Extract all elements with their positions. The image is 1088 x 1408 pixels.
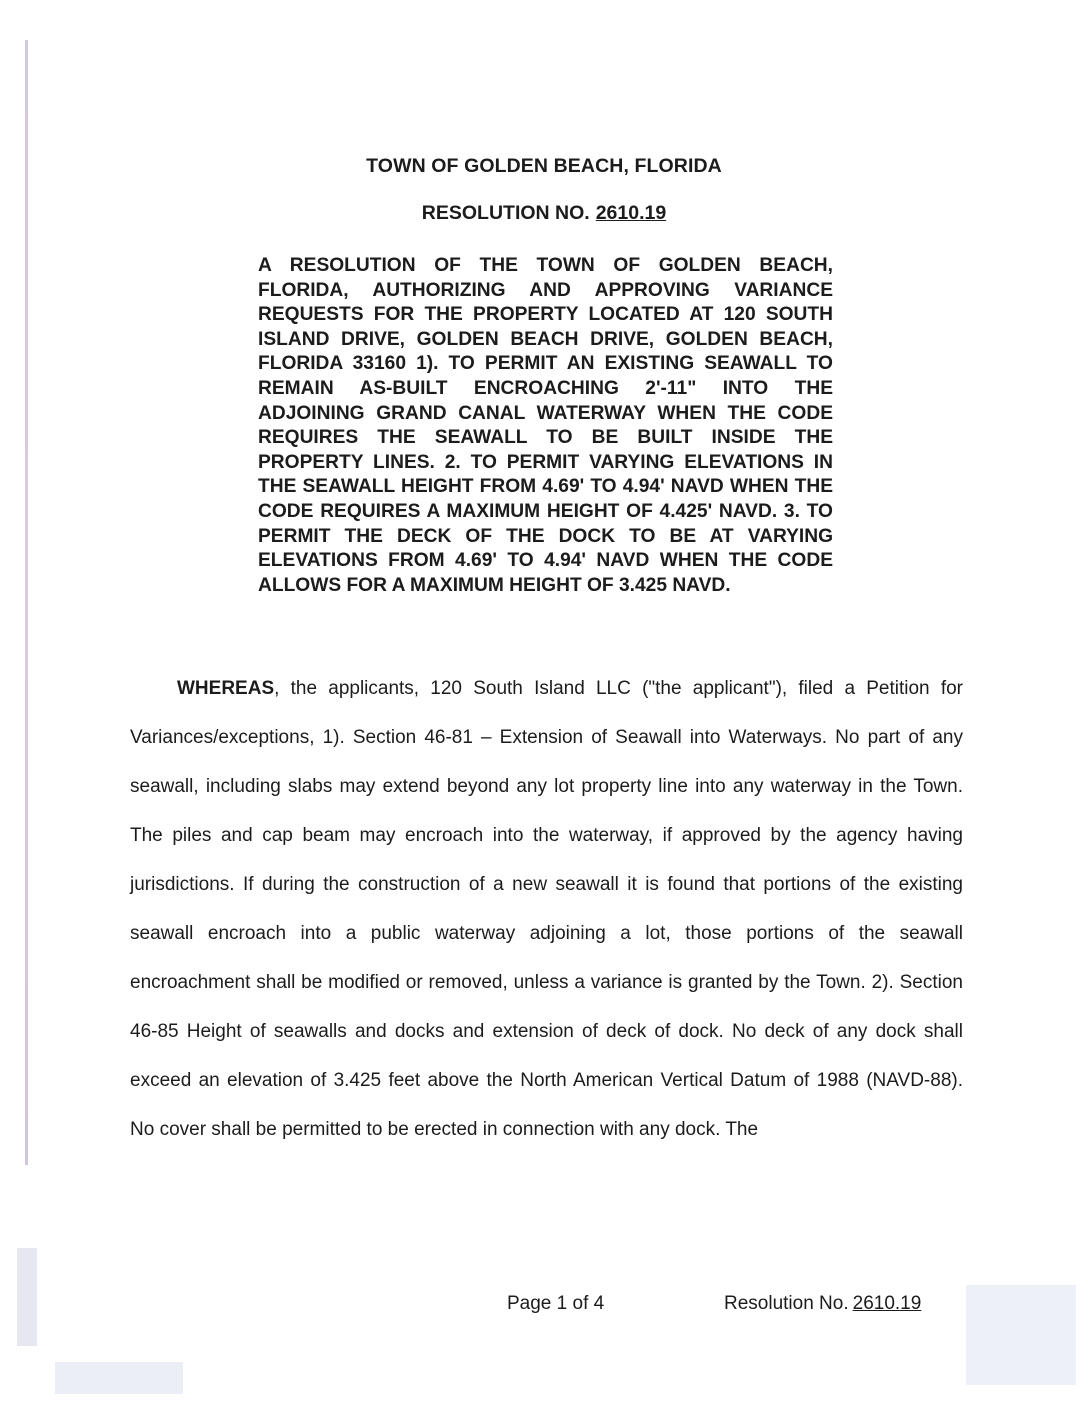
whereas-lead: WHEREAS [177,678,275,699]
resolution-label: RESOLUTION NO. [421,202,590,224]
whereas-text: , the applicants, 120 South Island LLC ("the applicant"), filed a Petition for Variances/exceptions, 1). Section 46-81 – Extension of Seawall into Waterways. No part of any seawall, including slabs may extend beyond any lot property line into any waterway in the Town. The piles and cap beam may encroach into the waterway, if approved by the agency having jurisdictions. If during the construction of a new seawall it is found that portions of the existing seawall encroach into a public waterway adjoining a lot, those portions of the seawall encroachment shall be modified or removed, unless a variance is granted by the Town. 2). Section 46-85 Height of seawalls and docks and extension of deck of dock. No deck of any dock shall exceed an elevation of 3.425 feet above the North American Vertical Datum of 1988 (NAVD-88). No cover shall be permitted to be erected in connection with any dock. The [130,678,963,1140]
resolution-number: 2610.19 [595,202,667,224]
footer-resolution-label: Resolution No. [724,1293,849,1314]
scan-artifact-right [966,1285,1076,1385]
page-number: Page 1 of 4 [507,1293,605,1314]
resolution-caption: A RESOLUTION OF THE TOWN OF GOLDEN BEACH, FLORIDA, AUTHORIZING AND APPROVING VARIANCE REQUESTS FOR THE PROPERTY LOCATED AT 120 SOUTH ISLAND DRIVE, GOLDEN BEACH DRIVE, GOLDEN BEACH, FLORIDA 33160 1). TO PERMIT AN EXISTING SEAWALL TO REMAIN AS-BUILT ENCROACHING 2'-11" INTO THE ADJOINING GRAND CANAL WATERWAY WHEN THE CODE REQUIRES THE SEAWALL TO BE BUILT INSIDE THE PROPERTY LINES. 2. TO PERMIT VARYING ELEVATIONS IN THE SEAWALL HEIGHT FROM 4.69' TO 4.94' NAVD WHEN THE CODE REQUIRES A MAXIMUM HEIGHT OF 4.425' NAVD. 3. TO PERMIT THE DECK OF THE DOCK TO BE AT VARYING ELEVATIONS FROM 4.69' TO 4.94' NAVD WHEN THE CODE ALLOWS FOR A MAXIMUM HEIGHT OF 3.425 NAVD. [258,255,833,596]
town-title: TOWN OF GOLDEN BEACH, FLORIDA [366,155,722,177]
scan-artifact-left [17,1248,37,1346]
footer-resolution-number: 2610.19 [852,1293,922,1314]
whereas-paragraph [130,664,963,1154]
footer-resolution [724,1293,921,1315]
resolution-heading [0,202,1088,225]
scan-artifact-bottom [55,1362,183,1394]
